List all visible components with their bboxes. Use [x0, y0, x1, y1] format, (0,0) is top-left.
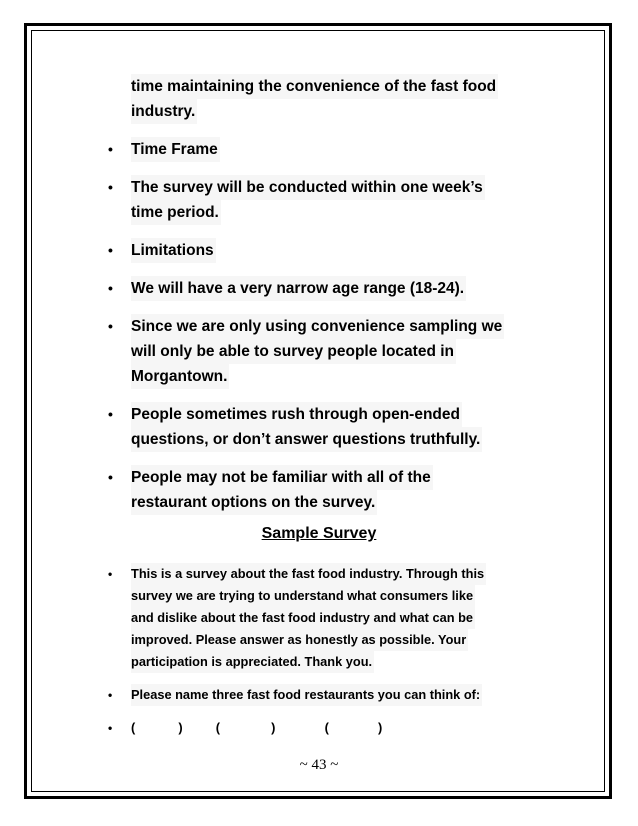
open-paren: (	[215, 720, 221, 735]
text-line: This is a survey about the fast food industry. Through this	[131, 563, 486, 585]
close-paren: )	[178, 720, 183, 735]
list-item	[108, 175, 548, 225]
answer-row	[108, 717, 548, 739]
bullet-icon: •	[108, 406, 113, 422]
bullet-icon: •	[108, 721, 113, 735]
bullet-icon: •	[108, 280, 113, 296]
close-paren: )	[377, 720, 383, 735]
text-line: restaurant options on the survey.	[131, 490, 377, 515]
list-item	[108, 137, 548, 162]
open-paren: (	[324, 720, 329, 735]
survey-section	[108, 563, 548, 739]
page-content	[108, 74, 548, 515]
page-number: ~ 43 ~	[299, 757, 339, 773]
text-line: questions, or don’t answer questions truthfully.	[131, 427, 482, 452]
text-line: We will have a very narrow age range (18-24).	[131, 276, 466, 301]
text-line: will only be able to survey people located in	[131, 339, 456, 364]
text-line: Please name three fast food restaurants you can think of:	[131, 684, 482, 706]
bullet-icon: •	[108, 179, 113, 195]
text-line: time period.	[131, 200, 221, 225]
list-item	[108, 684, 548, 706]
list-item	[108, 465, 548, 515]
list-item	[108, 314, 548, 389]
text-line: Morgantown.	[131, 364, 229, 389]
close-paren: )	[271, 720, 276, 735]
text-line: survey we are trying to understand what consumers like	[131, 585, 475, 607]
list-item	[108, 402, 548, 452]
text-line: People may not be familiar with all of the	[131, 465, 433, 490]
list-item	[108, 276, 548, 301]
text-line: Time Frame	[131, 137, 220, 162]
continuation-text	[108, 74, 548, 124]
list-item	[108, 563, 548, 673]
text-line: People sometimes rush through open-ended	[131, 402, 462, 427]
bullet-icon: •	[108, 242, 113, 258]
text-line: and dislike about the fast food industry and what can be	[131, 607, 475, 629]
bullet-icon: •	[108, 141, 113, 157]
text-line: improved. Please answer as honestly as possible. Your	[131, 629, 468, 651]
text-line: participation is appreciated. Thank you.	[131, 651, 374, 673]
text-line: Limitations	[131, 238, 216, 263]
open-paren: (	[131, 720, 136, 735]
bullet-icon: •	[108, 567, 113, 581]
bullet-icon: •	[108, 469, 113, 485]
bullet-icon: •	[108, 318, 113, 334]
text-line: time maintaining the convenience of the fast food	[131, 74, 498, 99]
list-item	[108, 238, 548, 263]
sample-survey-heading: Sample Survey	[261, 525, 377, 542]
bullet-icon: •	[108, 688, 113, 702]
text-line: Since we are only using convenience sampling we	[131, 314, 504, 339]
text-line: industry.	[131, 99, 197, 124]
text-line: The survey will be conducted within one week’s	[131, 175, 485, 200]
